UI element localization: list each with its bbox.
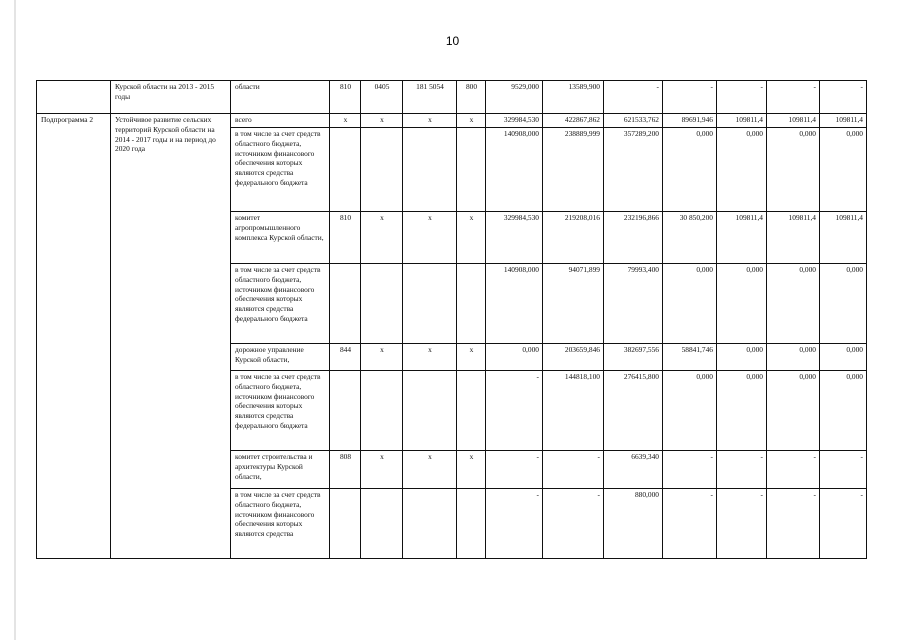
- amount-cell: 0,000: [820, 371, 867, 451]
- code-cell: [330, 128, 361, 212]
- amount-cell: 276415,800: [604, 371, 663, 451]
- page-number: 10: [445, 34, 460, 48]
- amount-cell: 109811,4: [767, 212, 820, 264]
- amount-cell: 9529,000: [486, 81, 543, 114]
- classifier-cell: x: [361, 344, 403, 371]
- amount-cell: 0,000: [820, 128, 867, 212]
- amount-cell: -: [767, 489, 820, 559]
- classifier-cell: x: [403, 114, 457, 128]
- table-row: [37, 114, 867, 128]
- amount-cell: 0,000: [663, 371, 717, 451]
- classifier-cell: x: [361, 114, 403, 128]
- classifier-cell: [457, 264, 486, 344]
- amount-cell: 109811,4: [717, 212, 767, 264]
- amount-cell: -: [486, 489, 543, 559]
- amount-cell: 94071,899: [543, 264, 604, 344]
- amount-cell: 30 850,200: [663, 212, 717, 264]
- classifier-cell: x: [403, 212, 457, 264]
- amount-cell: -: [543, 489, 604, 559]
- scan-edge: [14, 0, 16, 640]
- amount-cell: -: [663, 489, 717, 559]
- amount-cell: 0,000: [820, 344, 867, 371]
- amount-cell: 0,000: [717, 264, 767, 344]
- amount-cell: 0,000: [486, 344, 543, 371]
- amount-cell: 329984,530: [486, 212, 543, 264]
- amount-cell: 109811,4: [717, 114, 767, 128]
- amount-cell: 0,000: [663, 128, 717, 212]
- amount-cell: 13589,900: [543, 81, 604, 114]
- amount-cell: 219208,016: [543, 212, 604, 264]
- classifier-cell: [457, 371, 486, 451]
- table-row: [37, 81, 867, 114]
- amount-cell: 140908,000: [486, 128, 543, 212]
- classifier-cell: [403, 371, 457, 451]
- description-cell: в том числе за счет средств областного бюджета, источником финансового обеспечения которых являются средства: [231, 489, 330, 559]
- budget-table: [36, 80, 867, 559]
- amount-cell: 140908,000: [486, 264, 543, 344]
- code-cell: [330, 371, 361, 451]
- classifier-cell: x: [457, 212, 486, 264]
- amount-cell: -: [604, 81, 663, 114]
- amount-cell: -: [486, 371, 543, 451]
- amount-cell: -: [543, 451, 604, 489]
- code-cell: 808: [330, 451, 361, 489]
- amount-cell: 109811,4: [820, 114, 867, 128]
- amount-cell: -: [767, 451, 820, 489]
- name-cell: Устойчивое развитие сельских территорий Курской области на 2014 - 2017 годы и на период до 2020 года: [111, 114, 231, 559]
- description-cell: в том числе за счет средств областного бюджета, источником финансового обеспечения которых являются средства федерального бюджета: [231, 264, 330, 344]
- classifier-cell: 181 5054: [403, 81, 457, 114]
- amount-cell: 109811,4: [820, 212, 867, 264]
- classifier-cell: x: [361, 212, 403, 264]
- amount-cell: -: [663, 451, 717, 489]
- classifier-cell: [361, 371, 403, 451]
- amount-cell: 0,000: [717, 128, 767, 212]
- amount-cell: 89691,946: [663, 114, 717, 128]
- classifier-cell: 0405: [361, 81, 403, 114]
- classifier-cell: x: [457, 451, 486, 489]
- status-cell: Подпрограмма 2: [37, 114, 111, 559]
- code-cell: [330, 489, 361, 559]
- status-cell: [37, 81, 111, 114]
- name-cell: Курской области на 2013 - 2015 годы: [111, 81, 231, 114]
- amount-cell: -: [663, 81, 717, 114]
- amount-cell: 422867,862: [543, 114, 604, 128]
- amount-cell: 0,000: [767, 264, 820, 344]
- amount-cell: 0,000: [717, 371, 767, 451]
- classifier-cell: x: [361, 451, 403, 489]
- amount-cell: 6639,340: [604, 451, 663, 489]
- description-cell: в том числе за счет средств областного бюджета, источником финансового обеспечения которых являются средства федерального бюджета: [231, 128, 330, 212]
- amount-cell: 0,000: [767, 128, 820, 212]
- classifier-cell: [403, 128, 457, 212]
- amount-cell: -: [717, 489, 767, 559]
- classifier-cell: [403, 264, 457, 344]
- amount-cell: 238889,999: [543, 128, 604, 212]
- amount-cell: -: [767, 81, 820, 114]
- amount-cell: -: [820, 451, 867, 489]
- amount-cell: -: [820, 81, 867, 114]
- description-cell: комитет строительства и архитектуры Курской области,: [231, 451, 330, 489]
- classifier-cell: [457, 128, 486, 212]
- amount-cell: 203659,846: [543, 344, 604, 371]
- code-cell: [330, 264, 361, 344]
- description-cell: дорожное управление Курской области,: [231, 344, 330, 371]
- amount-cell: 329984,530: [486, 114, 543, 128]
- classifier-cell: [361, 489, 403, 559]
- code-cell: 810: [330, 81, 361, 114]
- amount-cell: 357289,200: [604, 128, 663, 212]
- amount-cell: 0,000: [717, 344, 767, 371]
- amount-cell: 0,000: [767, 344, 820, 371]
- classifier-cell: x: [403, 344, 457, 371]
- amount-cell: 144818,100: [543, 371, 604, 451]
- amount-cell: 621533,762: [604, 114, 663, 128]
- amount-cell: 232196,866: [604, 212, 663, 264]
- classifier-cell: x: [457, 344, 486, 371]
- amount-cell: 0,000: [767, 371, 820, 451]
- amount-cell: -: [820, 489, 867, 559]
- classifier-cell: [361, 264, 403, 344]
- amount-cell: 880,000: [604, 489, 663, 559]
- classifier-cell: 800: [457, 81, 486, 114]
- classifier-cell: x: [403, 451, 457, 489]
- classifier-cell: [361, 128, 403, 212]
- description-cell: всего: [231, 114, 330, 128]
- description-cell: в том числе за счет средств областного бюджета, источником финансового обеспечения которых являются средства федерального бюджета: [231, 371, 330, 451]
- amount-cell: -: [717, 81, 767, 114]
- amount-cell: -: [717, 451, 767, 489]
- description-cell: комитет агропромышленного комплекса Курской области,: [231, 212, 330, 264]
- amount-cell: 382697,556: [604, 344, 663, 371]
- code-cell: 810: [330, 212, 361, 264]
- amount-cell: 0,000: [663, 264, 717, 344]
- amount-cell: 109811,4: [767, 114, 820, 128]
- code-cell: 844: [330, 344, 361, 371]
- amount-cell: 58841,746: [663, 344, 717, 371]
- amount-cell: 0,000: [820, 264, 867, 344]
- classifier-cell: x: [457, 114, 486, 128]
- amount-cell: -: [486, 451, 543, 489]
- code-cell: x: [330, 114, 361, 128]
- classifier-cell: [457, 489, 486, 559]
- classifier-cell: [403, 489, 457, 559]
- amount-cell: 79993,400: [604, 264, 663, 344]
- description-cell: области: [231, 81, 330, 114]
